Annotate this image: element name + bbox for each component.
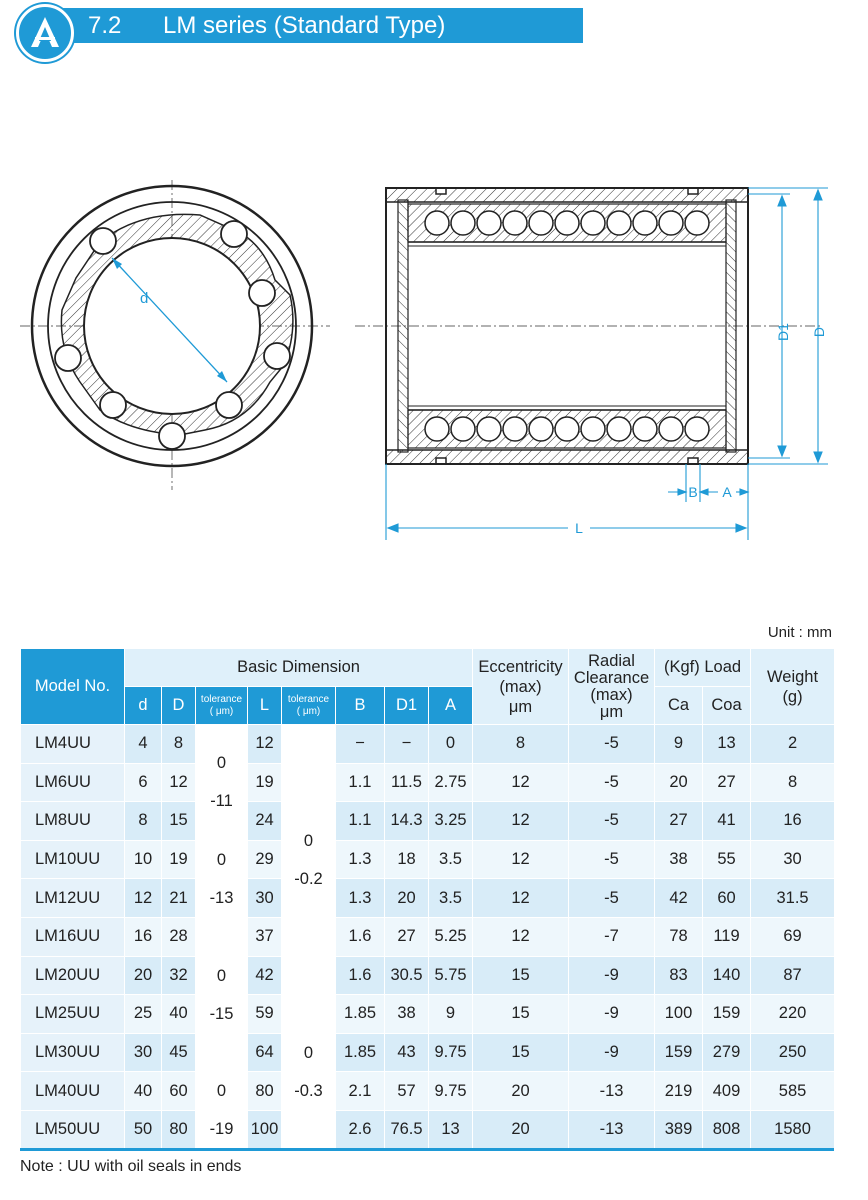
side-view bbox=[355, 188, 828, 540]
cell-A: 3.25 bbox=[429, 802, 473, 841]
tolerance-upper: 0 bbox=[216, 850, 227, 869]
cell-tolerance-L bbox=[282, 995, 336, 1149]
cell-B: 2.6 bbox=[336, 1110, 385, 1149]
cell-model: LM6UU bbox=[21, 763, 125, 802]
section-title: LM series (Standard Type) bbox=[163, 12, 446, 39]
cell-eccentricity: 15 bbox=[473, 1033, 569, 1072]
cell-A: 2.75 bbox=[429, 763, 473, 802]
cell-D: 60 bbox=[162, 1072, 196, 1111]
spec-table bbox=[20, 648, 835, 1150]
cell-d: 4 bbox=[125, 725, 162, 764]
tolerance-lower: -11 bbox=[210, 792, 233, 811]
cell-D1: 43 bbox=[385, 1033, 429, 1072]
cell-Ca: 42 bbox=[655, 879, 703, 918]
cell-eccentricity: 15 bbox=[473, 956, 569, 995]
cell-A: 9.75 bbox=[429, 1033, 473, 1072]
cell-d: 30 bbox=[125, 1033, 162, 1072]
table-row bbox=[21, 1110, 835, 1149]
cell-clearance: -7 bbox=[569, 917, 655, 956]
cell-B: 1.1 bbox=[336, 763, 385, 802]
cell-model: LM50UU bbox=[21, 1110, 125, 1149]
cell-D1: 30.5 bbox=[385, 956, 429, 995]
cell-D: 12 bbox=[162, 763, 196, 802]
tolerance-lower: -0.2 bbox=[294, 869, 323, 888]
label-D1: D1 bbox=[775, 323, 791, 341]
cell-eccentricity: 20 bbox=[473, 1110, 569, 1149]
cell-A: 13 bbox=[429, 1110, 473, 1149]
cell-L: 19 bbox=[248, 763, 282, 802]
cell-Coa: 808 bbox=[703, 1110, 751, 1149]
tolerance-lower: -0.3 bbox=[294, 1081, 323, 1100]
cell-L: 37 bbox=[248, 917, 282, 956]
cell-D1: 18 bbox=[385, 840, 429, 879]
header-radial-clearance: Radial Clearance (max) μm bbox=[569, 649, 655, 725]
cell-D: 15 bbox=[162, 802, 196, 841]
cell-weight: 2 bbox=[751, 725, 835, 764]
tolerance-upper: 0 bbox=[303, 1043, 314, 1062]
cell-Ca: 219 bbox=[655, 1072, 703, 1111]
cell-clearance: -9 bbox=[569, 1033, 655, 1072]
cell-A: 3.5 bbox=[429, 840, 473, 879]
cell-L: 42 bbox=[248, 956, 282, 995]
cell-model: LM4UU bbox=[21, 725, 125, 764]
cell-eccentricity: 12 bbox=[473, 802, 569, 841]
cell-D1: 57 bbox=[385, 1072, 429, 1111]
cell-Ca: 38 bbox=[655, 840, 703, 879]
header-Ca: Ca bbox=[655, 687, 703, 725]
cell-d: 12 bbox=[125, 879, 162, 918]
cell-Ca: 20 bbox=[655, 763, 703, 802]
cell-D1: 38 bbox=[385, 995, 429, 1034]
cell-eccentricity: 12 bbox=[473, 917, 569, 956]
cell-weight: 220 bbox=[751, 995, 835, 1034]
cell-D: 32 bbox=[162, 956, 196, 995]
unit-label: Unit : mm bbox=[767, 624, 832, 641]
cell-model: LM10UU bbox=[21, 840, 125, 879]
cell-Ca: 389 bbox=[655, 1110, 703, 1149]
header-A: A bbox=[429, 687, 473, 725]
cell-L: 59 bbox=[248, 995, 282, 1034]
table-row bbox=[21, 763, 835, 802]
cell-Coa: 119 bbox=[703, 917, 751, 956]
header-tolerance-D: tolerance ( μm) bbox=[196, 687, 248, 725]
cell-model: LM25UU bbox=[21, 995, 125, 1034]
cell-d: 25 bbox=[125, 995, 162, 1034]
label-A: A bbox=[722, 484, 732, 500]
cell-D: 80 bbox=[162, 1110, 196, 1149]
table-bottom-line bbox=[20, 1148, 834, 1151]
cell-L: 64 bbox=[248, 1033, 282, 1072]
label-B: B bbox=[688, 484, 698, 500]
cell-model: LM16UU bbox=[21, 917, 125, 956]
cell-A: 5.75 bbox=[429, 956, 473, 995]
header-tolerance-L: tolerance ( μm) bbox=[282, 687, 336, 725]
page-header bbox=[0, 0, 868, 60]
cell-Ca: 9 bbox=[655, 725, 703, 764]
cell-Coa: 140 bbox=[703, 956, 751, 995]
cell-L: 100 bbox=[248, 1110, 282, 1149]
cell-d: 20 bbox=[125, 956, 162, 995]
cell-weight: 8 bbox=[751, 763, 835, 802]
cell-Coa: 41 bbox=[703, 802, 751, 841]
logo-icon bbox=[25, 13, 65, 53]
cell-clearance: -5 bbox=[569, 763, 655, 802]
header-weight: Weight (g) bbox=[751, 649, 835, 725]
brand-logo bbox=[16, 4, 74, 62]
tolerance-upper: 0 bbox=[216, 754, 227, 773]
header-D1: D1 bbox=[385, 687, 429, 725]
cell-model: LM40UU bbox=[21, 1072, 125, 1111]
cell-clearance: -5 bbox=[569, 879, 655, 918]
cell-weight: 1580 bbox=[751, 1110, 835, 1149]
tolerance-upper: 0 bbox=[303, 831, 314, 850]
cell-Coa: 279 bbox=[703, 1033, 751, 1072]
cell-model: LM8UU bbox=[21, 802, 125, 841]
front-view bbox=[20, 180, 330, 490]
cell-D1: 11.5 bbox=[385, 763, 429, 802]
header-L: L bbox=[248, 687, 282, 725]
cell-L: 24 bbox=[248, 802, 282, 841]
label-d: d bbox=[140, 290, 149, 307]
cell-D1: 14.3 bbox=[385, 802, 429, 841]
cell-clearance: -5 bbox=[569, 802, 655, 841]
cell-clearance: -5 bbox=[569, 840, 655, 879]
label-L: L bbox=[575, 520, 583, 536]
section-number: 7.2 bbox=[88, 12, 122, 39]
table-row bbox=[21, 725, 835, 764]
cell-weight: 30 bbox=[751, 840, 835, 879]
cell-L: 30 bbox=[248, 879, 282, 918]
cell-model: LM30UU bbox=[21, 1033, 125, 1072]
cell-A: 5.25 bbox=[429, 917, 473, 956]
cell-D: 28 bbox=[162, 917, 196, 956]
bearing-drawing bbox=[0, 160, 868, 580]
header-d: d bbox=[125, 687, 162, 725]
cell-L: 80 bbox=[248, 1072, 282, 1111]
cell-eccentricity: 12 bbox=[473, 879, 569, 918]
cell-eccentricity: 20 bbox=[473, 1072, 569, 1111]
cell-eccentricity: 12 bbox=[473, 763, 569, 802]
cell-D1: 76.5 bbox=[385, 1110, 429, 1149]
cell-Ca: 100 bbox=[655, 995, 703, 1034]
cell-B: 1.85 bbox=[336, 1033, 385, 1072]
cell-model: LM20UU bbox=[21, 956, 125, 995]
cell-B: − bbox=[336, 725, 385, 764]
tolerance-upper: 0 bbox=[216, 1082, 227, 1101]
cell-d: 16 bbox=[125, 917, 162, 956]
cell-B: 1.85 bbox=[336, 995, 385, 1034]
cell-clearance: -13 bbox=[569, 1110, 655, 1149]
table-row bbox=[21, 956, 835, 995]
cell-clearance: -5 bbox=[569, 725, 655, 764]
footnote: Note : UU with oil seals in ends bbox=[20, 1158, 242, 1175]
tolerance-lower: -13 bbox=[209, 888, 234, 907]
cell-Coa: 159 bbox=[703, 995, 751, 1034]
cell-D: 19 bbox=[162, 840, 196, 879]
table-row bbox=[21, 917, 835, 956]
cell-weight: 250 bbox=[751, 1033, 835, 1072]
cell-eccentricity: 12 bbox=[473, 840, 569, 879]
cell-d: 50 bbox=[125, 1110, 162, 1149]
cell-A: 3.5 bbox=[429, 879, 473, 918]
cell-Coa: 27 bbox=[703, 763, 751, 802]
cell-tolerance-D bbox=[196, 1072, 248, 1149]
cell-eccentricity: 15 bbox=[473, 995, 569, 1034]
cell-d: 10 bbox=[125, 840, 162, 879]
header-D: D bbox=[162, 687, 196, 725]
cell-D1: − bbox=[385, 725, 429, 764]
cell-B: 1.6 bbox=[336, 956, 385, 995]
table-row bbox=[21, 879, 835, 918]
cell-d: 40 bbox=[125, 1072, 162, 1111]
cell-d: 8 bbox=[125, 802, 162, 841]
cell-eccentricity: 8 bbox=[473, 725, 569, 764]
cell-A: 9 bbox=[429, 995, 473, 1034]
cell-weight: 87 bbox=[751, 956, 835, 995]
cell-B: 1.6 bbox=[336, 917, 385, 956]
cell-clearance: -9 bbox=[569, 995, 655, 1034]
cell-B: 1.3 bbox=[336, 840, 385, 879]
cell-L: 29 bbox=[248, 840, 282, 879]
label-D: D bbox=[811, 326, 827, 338]
cell-B: 2.1 bbox=[336, 1072, 385, 1111]
cell-weight: 31.5 bbox=[751, 879, 835, 918]
header-eccentricity: Eccentricity (max) μm bbox=[473, 649, 569, 725]
cell-D: 21 bbox=[162, 879, 196, 918]
table-row bbox=[21, 1033, 835, 1072]
header-model-no: Model No. bbox=[21, 649, 125, 725]
cell-Coa: 409 bbox=[703, 1072, 751, 1111]
table-row bbox=[21, 1072, 835, 1111]
header-basic-dimension: Basic Dimension bbox=[125, 649, 473, 687]
cell-A: 0 bbox=[429, 725, 473, 764]
cell-weight: 69 bbox=[751, 917, 835, 956]
cell-D1: 20 bbox=[385, 879, 429, 918]
cell-clearance: -9 bbox=[569, 956, 655, 995]
cell-D: 8 bbox=[162, 725, 196, 764]
cell-weight: 585 bbox=[751, 1072, 835, 1111]
cell-Ca: 83 bbox=[655, 956, 703, 995]
cell-Ca: 27 bbox=[655, 802, 703, 841]
tolerance-lower: -15 bbox=[209, 1004, 234, 1023]
cell-tolerance-L bbox=[282, 725, 336, 995]
table-row bbox=[21, 840, 835, 879]
header-B: B bbox=[336, 687, 385, 725]
cell-model: LM12UU bbox=[21, 879, 125, 918]
cell-clearance: -13 bbox=[569, 1072, 655, 1111]
table-row bbox=[21, 995, 835, 1034]
cell-Coa: 13 bbox=[703, 725, 751, 764]
tolerance-upper: 0 bbox=[216, 966, 227, 985]
cell-tolerance-D bbox=[196, 917, 248, 1071]
tolerance-lower: -19 bbox=[209, 1120, 234, 1139]
cell-B: 1.1 bbox=[336, 802, 385, 841]
cell-B: 1.3 bbox=[336, 879, 385, 918]
cell-D: 40 bbox=[162, 995, 196, 1034]
cell-Coa: 55 bbox=[703, 840, 751, 879]
header-Coa: Coa bbox=[703, 687, 751, 725]
cell-Ca: 159 bbox=[655, 1033, 703, 1072]
cell-d: 6 bbox=[125, 763, 162, 802]
cell-D: 45 bbox=[162, 1033, 196, 1072]
cell-A: 9.75 bbox=[429, 1072, 473, 1111]
cell-Ca: 78 bbox=[655, 917, 703, 956]
cell-D1: 27 bbox=[385, 917, 429, 956]
cell-Coa: 60 bbox=[703, 879, 751, 918]
cell-weight: 16 bbox=[751, 802, 835, 841]
cell-tolerance-D bbox=[196, 725, 248, 841]
cell-tolerance-D bbox=[196, 840, 248, 917]
table-row bbox=[21, 802, 835, 841]
header-load: (Kgf) Load bbox=[655, 649, 751, 687]
cell-L: 12 bbox=[248, 725, 282, 764]
